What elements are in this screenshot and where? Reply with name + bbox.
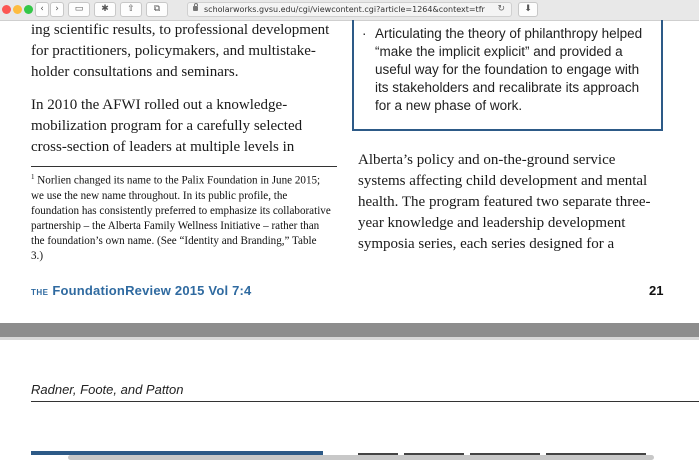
footnote-marker: 1: [31, 173, 35, 181]
zoom-window-button[interactable]: [24, 5, 33, 14]
close-window-button[interactable]: [2, 5, 11, 14]
footnote-text: Norlien changed its name to the Palix Foundation in June 2015; we use the new name throughout. In its public profile, the foundation has consistently preferred to emphasize its collaborative partnership – the Alberta Family Wellness Initiative – rather than the foundation’s own name. (See “Identity and Branding,” Table 3.): [31, 174, 331, 262]
back-button[interactable]: [35, 2, 49, 17]
forward-button[interactable]: [50, 2, 64, 17]
url-text: scholarworks.gvsu.edu/cgi/viewcontent.cgi?article=1264&context=tfr: [204, 5, 485, 14]
bullet-icon: ·: [362, 26, 367, 41]
reload-icon[interactable]: ↻: [497, 4, 505, 14]
back-icon: ‹: [40, 4, 44, 14]
tabs-button[interactable]: [146, 2, 168, 17]
footnote: [31, 170, 331, 264]
page-gap: [0, 337, 699, 340]
journal-footer: [31, 283, 251, 298]
footnote-divider: [31, 166, 337, 167]
share-button[interactable]: [120, 2, 142, 17]
minimize-window-button[interactable]: [13, 5, 22, 14]
bookmarks-button[interactable]: [94, 2, 116, 17]
page-separator: [0, 323, 699, 337]
callout-text: Articulating the theory of philanthropy helped “make the implicit explicit” and provided a useful way for the foundation to engage with its stakeholders and recalibrate its approach for a new phase of work.: [375, 26, 643, 113]
right-column-paragraph: Alberta’s policy and on-the-ground service systems affecting child development and mental health. The program featured two separate three-year knowledge and leadership development symposia series, each series designed for a: [358, 152, 651, 252]
address-bar[interactable]: [187, 2, 512, 17]
left-column-paragraph-1: ing scientific results, to professional development for practitioners, policymakers, and multistakeholder consultations and seminars.: [31, 22, 330, 80]
page-number: 21: [649, 283, 664, 298]
running-header: Radner, Foote, and Patton: [31, 382, 184, 397]
bookmark-icon: ✱: [101, 4, 109, 14]
left-column-paragraph-2: In 2010 the AFWI rolled out a knowledge-mobilization program for a carefully selected cross-section of leaders at multiple levels in: [31, 97, 303, 155]
downloads-button[interactable]: [518, 2, 538, 17]
journal-issue: 2015 Vol 7:4: [174, 283, 252, 298]
lock-icon: [193, 6, 198, 11]
horizontal-scrollbar[interactable]: [68, 455, 654, 460]
forward-icon: ›: [55, 4, 59, 14]
header-divider: [31, 401, 699, 402]
sidebar-icon: ▭: [74, 4, 84, 14]
callout-item: [362, 25, 652, 115]
sidebar-button[interactable]: [68, 2, 90, 17]
download-icon: ⬇: [524, 4, 532, 14]
share-icon: ⇧: [127, 4, 135, 14]
journal-name: FoundationReview: [52, 283, 172, 298]
journal-the: THE: [31, 288, 49, 297]
tabs-icon: ⧉: [153, 4, 161, 14]
browser-toolbar: [0, 0, 699, 21]
callout-box: [352, 20, 663, 131]
